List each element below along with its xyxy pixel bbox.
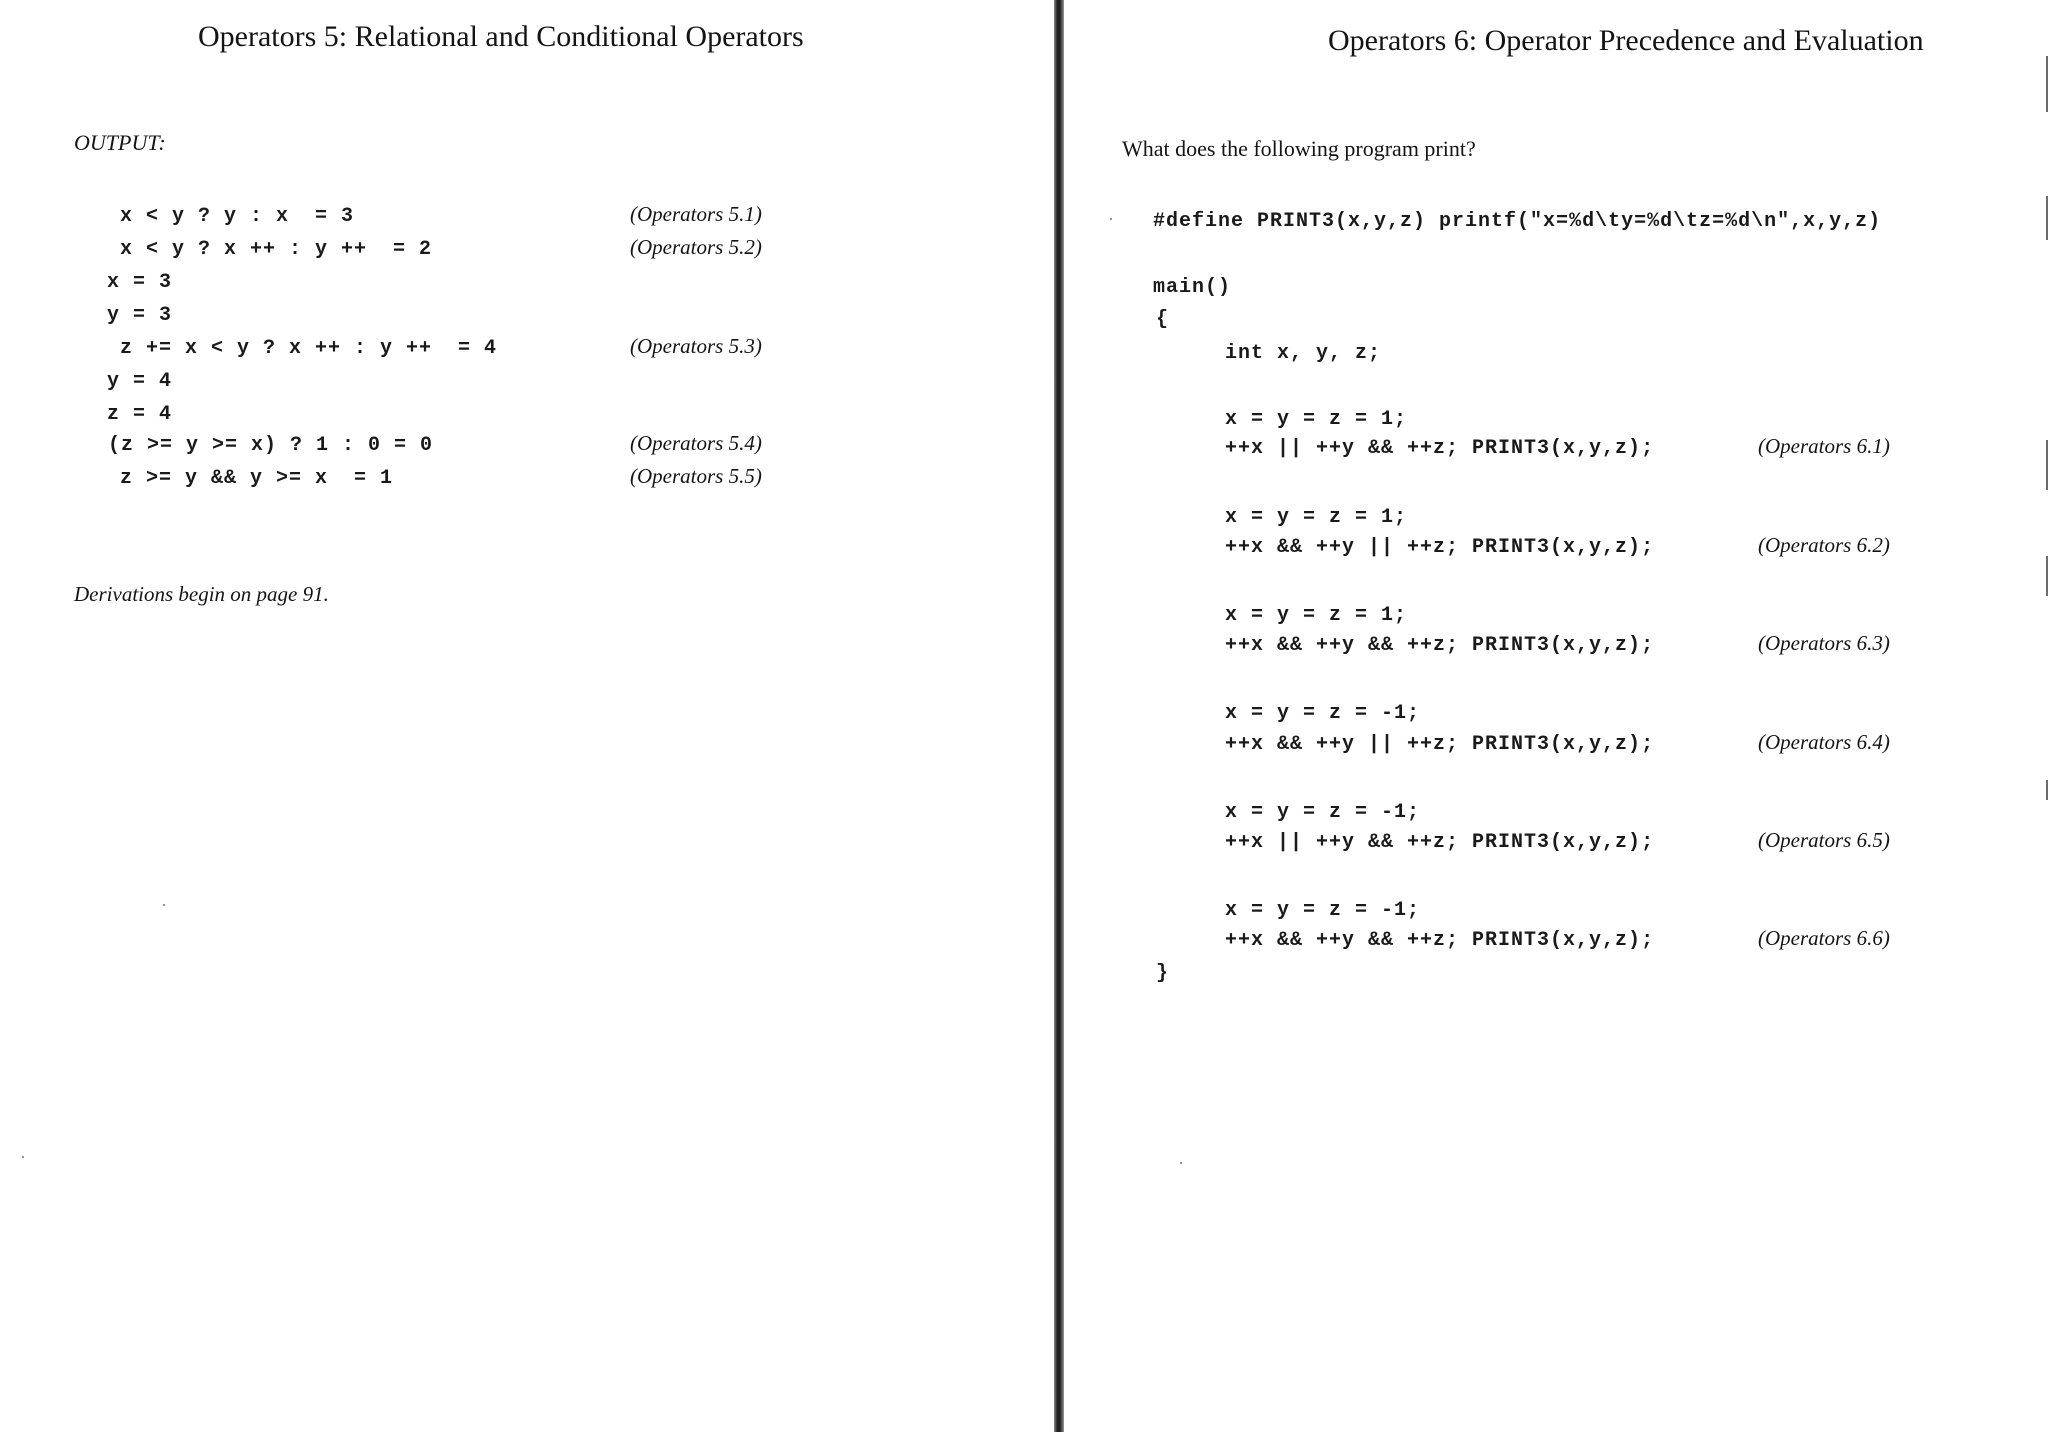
page-speck xyxy=(22,1156,24,1158)
assign-line: x = y = z = 1; xyxy=(1225,506,1408,529)
define-line: #define PRINT3(x,y,z) printf("x=%d\ty=%d\tz=%d\n",x,y,z) xyxy=(1153,210,1882,233)
output-label: OUTPUT: xyxy=(74,130,166,155)
output-line: y = 4 xyxy=(107,370,173,393)
expression-line: ++x && ++y || ++z; PRINT3(x,y,z); xyxy=(1225,536,1655,559)
declaration-line: int x, y, z; xyxy=(1225,342,1382,365)
output-line: z = 4 xyxy=(107,403,173,426)
assign-line: x = y = z = 1; xyxy=(1225,408,1408,431)
exercise-ref: (Operators 6.3) xyxy=(1758,631,1890,655)
expression-line: ++x || ++y && ++z; PRINT3(x,y,z); xyxy=(1225,437,1655,460)
exercise-ref: (Operators 5.3) xyxy=(630,334,762,358)
assign-line: x = y = z = 1; xyxy=(1225,604,1408,627)
main-line: main() xyxy=(1153,276,1232,299)
output-line: x < y ? y : x = 3 xyxy=(120,205,355,228)
question-text: What does the following program print? xyxy=(1122,136,1476,161)
output-line: (z >= y >= x) ? 1 : 0 = 0 xyxy=(108,434,434,457)
page-speck xyxy=(1180,1162,1182,1164)
output-line: y = 3 xyxy=(107,304,173,327)
exercise-ref: (Operators 6.2) xyxy=(1758,533,1890,557)
exercise-ref: (Operators 5.2) xyxy=(630,235,762,259)
assign-line: x = y = z = -1; xyxy=(1225,702,1421,725)
page-speck xyxy=(163,904,165,906)
output-line: x < y ? x ++ : y ++ = 2 xyxy=(120,238,433,261)
output-line: z += x < y ? x ++ : y ++ = 4 xyxy=(120,337,498,360)
assign-line: x = y = z = -1; xyxy=(1225,899,1421,922)
left-page-title: Operators 5: Relational and Conditional Operators xyxy=(198,20,804,53)
right-page-title: Operators 6: Operator Precedence and Evaluation xyxy=(1328,24,1924,57)
expression-line: ++x && ++y && ++z; PRINT3(x,y,z); xyxy=(1225,929,1655,952)
open-brace: { xyxy=(1156,308,1170,331)
right-page xyxy=(1070,0,2048,1449)
exercise-ref: (Operators 6.1) xyxy=(1758,434,1890,458)
exercise-ref: (Operators 6.5) xyxy=(1758,828,1890,852)
output-line: z >= y && y >= x = 1 xyxy=(120,467,394,490)
exercise-ref: (Operators 6.6) xyxy=(1758,926,1890,950)
page-speck xyxy=(1110,218,1112,220)
exercise-ref: (Operators 5.5) xyxy=(630,464,762,488)
close-brace: } xyxy=(1156,962,1170,985)
expression-line: ++x || ++y && ++z; PRINT3(x,y,z); xyxy=(1225,831,1655,854)
output-line: x = 3 xyxy=(107,271,173,294)
exercise-ref: (Operators 5.1) xyxy=(630,202,762,226)
book-spine-gutter xyxy=(1054,0,1064,1432)
assign-line: x = y = z = -1; xyxy=(1225,801,1421,824)
derivations-note: Derivations begin on page 91. xyxy=(74,582,329,606)
exercise-ref: (Operators 5.4) xyxy=(630,431,762,455)
exercise-ref: (Operators 6.4) xyxy=(1758,730,1890,754)
expression-line: ++x && ++y || ++z; PRINT3(x,y,z); xyxy=(1225,733,1655,756)
expression-line: ++x && ++y && ++z; PRINT3(x,y,z); xyxy=(1225,634,1655,657)
